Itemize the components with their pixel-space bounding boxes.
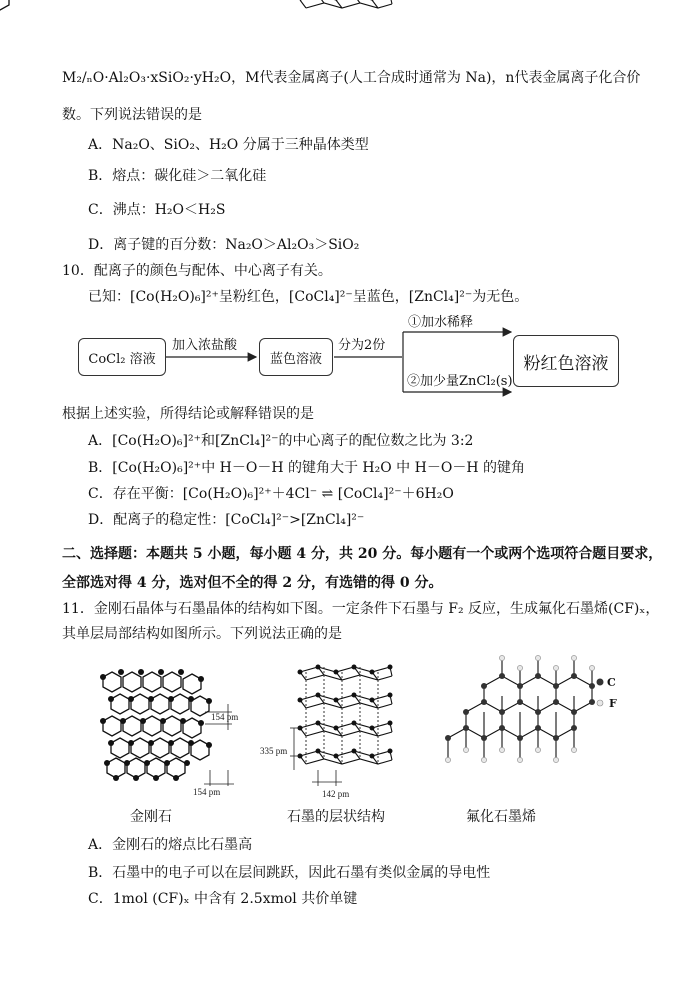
q9-option-a: A．Na₂O、SiO₂、H₂O 分属于三种晶体类型	[88, 137, 369, 153]
legend-carbon-label: C	[607, 676, 616, 689]
legend-fluorine-dot	[597, 700, 603, 706]
q10-option-c: C．存在平衡：[Co(H₂O)₆]²⁺＋4Cl⁻ ⇌ [CoCl₄]²⁻＋6H₂O	[88, 486, 454, 502]
q10-question: 根据上述实验，所得结论或解释错误的是	[62, 406, 314, 422]
q10-known: 已知：[Co(H₂O)₆]²⁺呈粉红色，[CoCl₄]²⁻呈蓝色，[ZnCl₄]²⁻为无色。	[88, 289, 529, 305]
q9-option-d: D．离子键的百分数：Na₂O＞Al₂O₃＞SiO₂	[88, 237, 360, 253]
diamond-pm-label-2: 154 pm	[193, 787, 221, 797]
diamond-structure	[0, 0, 209, 778]
flow-box-cocl2-label: CoCl₂ 溶液	[88, 351, 156, 367]
q10-stem: 10．配离子的颜色与配体、中心离子有关。	[62, 263, 332, 279]
q9-option-c: C．沸点：H₂O＜H₂S	[88, 202, 226, 218]
flow-arrow2-label: 分为2份	[338, 338, 386, 353]
flow-box-blue-label: 蓝色溶液	[269, 351, 322, 367]
legend-fluorine-label: F	[609, 697, 617, 710]
section2-heading-line2: 全部选对得 4 分，选对但不全的得 2 分，有选错的得 0 分。	[62, 575, 443, 591]
fluorographene-structure	[448, 660, 592, 758]
flow-box-pink-label: 粉红色溶液	[523, 353, 609, 374]
intro-formula-line: M₂/ₙO·Al₂O₃·xSiO₂·yH₂O，M代表金属离子(人工合成时通常为 Na)，n代表金属离子化合价	[62, 70, 641, 86]
q11-option-c: C．1mol (CF)ₓ 中含有 2.5xmol 共价单键	[88, 891, 358, 907]
graphite-pm-label-1: 335 pm	[260, 746, 288, 756]
flow-branch1-label: ①加水稀释	[408, 315, 474, 330]
diamond-pm-label-1: 154 pm	[211, 712, 239, 722]
q11-option-a: A．金刚石的熔点比石墨高	[88, 837, 253, 853]
q11-stem-line1: 11．金刚石晶体与石墨晶体的结构如下图。一定条件下石墨与 F₂ 反应，生成氟化石墨烯(CF)ₓ，	[62, 601, 660, 617]
graphite-structure	[300, 0, 392, 764]
intro-question-line: 数。下列说法错误的是	[62, 107, 202, 123]
q11-option-b: B．石墨中的电子可以在层间跳跃，因此石墨有类似金属的导电性	[88, 865, 491, 881]
q10-option-b: B．[Co(H₂O)₆]²⁺中 H－O－H 的键角大于 H₂O 中 H－O－H 的键角	[88, 460, 525, 476]
q9-option-b: B．熔点：碳化硅＞二氧化硅	[88, 168, 267, 184]
q10-option-a: A．[Co(H₂O)₆]²⁺和[ZnCl₄]²⁻的中心离子的配位数之比为 3:2	[88, 433, 474, 449]
q10-option-d: D．配离子的稳定性：[CoCl₄]²⁻>[ZnCl₄]²⁻	[88, 512, 365, 528]
q11-stem-line2: 其单层局部结构如图所示。下列说法正确的是	[62, 626, 342, 642]
flow-arrow1-label: 加入浓盐酸	[172, 338, 238, 353]
diamond-atoms	[100, 669, 212, 781]
flow-branch2-label: ②加少量ZnCl₂(s)	[407, 374, 513, 389]
graphite-pm-label-2: 142 pm	[322, 789, 350, 799]
diamond-caption: 金刚石	[130, 809, 172, 825]
graphite-caption: 石墨的层状结构	[287, 809, 385, 825]
legend-carbon-dot	[597, 679, 604, 686]
section2-heading-line1: 二、选择题：本题共 5 小题，每小题 4 分，共 20 分。每小题有一个或两个选项符合题目要求，	[62, 546, 663, 562]
fluorographene-caption: 氟化石墨烯	[466, 809, 536, 825]
